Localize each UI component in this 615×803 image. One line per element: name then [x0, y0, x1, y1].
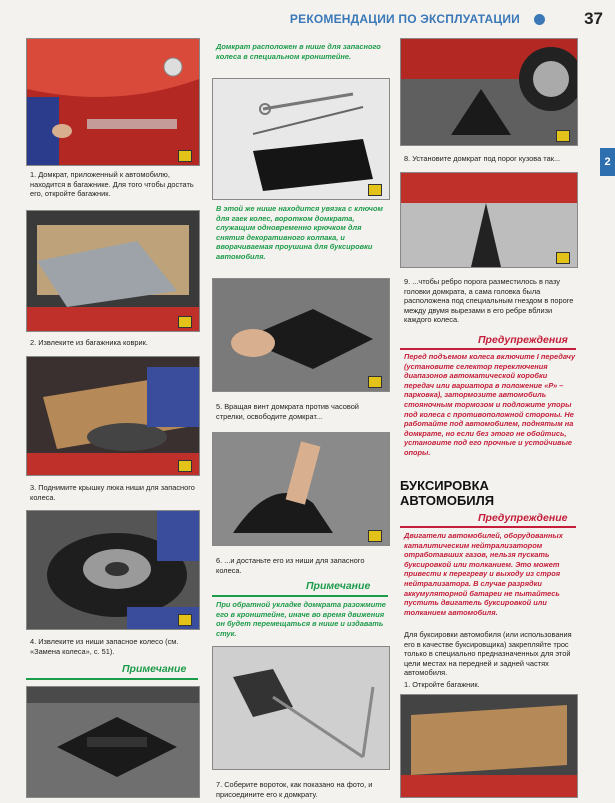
photo-3-badge-icon [178, 460, 192, 472]
photo-jack-in-niche [26, 686, 200, 798]
photo-5-release-jack [212, 278, 390, 392]
photo-2-badge-icon [178, 316, 192, 328]
caption-4: 4. Извлеките из ниши запасное колесо (см. «Замена колеса», с. 51). [30, 637, 179, 656]
caption-1: 1. Домкрат, приложенный к автомобилю, находится в багажнике. Для того чтобы достать его, откройте багажник. [30, 170, 194, 199]
towing-paragraph: Для буксировки автомобиля (или использования его в качестве буксировщика) закрепляйте трос только в специально предназначенных для этой цели местах на передней и задней частях автомобиля. [404, 630, 572, 678]
photo-tool-kit [212, 78, 390, 200]
photo-8-badge-icon [556, 130, 570, 142]
towing-warning-title: Предупреждение [478, 512, 568, 524]
photo-3-spare-lid [26, 356, 200, 476]
photo-5-badge-icon [368, 376, 382, 388]
warnings-rule [400, 348, 576, 350]
photo-9-badge-icon [556, 252, 570, 264]
left-note-title: Примечание [122, 663, 187, 675]
middle-note-title: Примечание [306, 580, 371, 592]
caption-5: 5. Вращая винт домкрата против часовой стрелки, освободите домкрат... [216, 402, 359, 421]
middle-intro: Домкрат расположен в нише для запасного колеса в специальном кронштейне. [216, 42, 381, 61]
warnings-title: Предупреждения [478, 334, 568, 346]
photo-6-remove-jack [212, 432, 390, 546]
header-title: РЕКОМЕНДАЦИИ ПО ЭКСПЛУАТАЦИИ [289, 12, 520, 26]
towing-warning-rule [400, 526, 576, 528]
page-number: 37 [584, 9, 603, 28]
page-header [0, 8, 615, 30]
caption-6: 6. ...и достаньте его из ниши для запасного колеса. [216, 556, 365, 575]
middle-green-paragraph: В этой же нише находится увязка с ключом для гаек колес, воротком домкрата, служащим одновременно крючком для снятия декоративного колпака, и вворачиваемая проушина для буксировки автомобиля. [216, 204, 383, 261]
chapter-tab: 2 [600, 148, 615, 176]
caption-9: 9. ...чтобы ребро порога разместилось в пазу головки домкрата, а сама головка была расположена под специальным гнездом в пороге между двумя вырезами в его ребре вблизи каждого колеса. [404, 277, 574, 325]
towing-section-title: БУКСИРОВКА АВТОМОБИЛЯ [400, 478, 495, 508]
photo-4-badge-icon [178, 614, 192, 626]
photo-1-badge-icon [178, 150, 192, 162]
caption-3: 3. Поднимите крышку люка ниши для запасного колеса. [30, 483, 195, 502]
photo-tool-kit-badge-icon [368, 184, 382, 196]
photo-6-badge-icon [368, 530, 382, 542]
photo-8-jack-under-sill [400, 38, 578, 146]
caption-7: 7. Соберите вороток, как показано на фото, и присоедините его к домкрату. [216, 780, 373, 799]
photo-2-trunk-mat [26, 210, 200, 332]
middle-note-text: При обратной укладке домкрата разожмите его в кронштейне, иначе во время движения он будет перемещаться в нише и издавать стук. [216, 600, 386, 638]
photo-7-assemble-handle [212, 646, 390, 770]
photo-1-trunk-open [26, 38, 200, 166]
header-bullet-icon [534, 14, 545, 25]
photo-9-jack-seated [400, 172, 578, 268]
middle-note-rule [212, 595, 388, 597]
photo-towing-trunk [400, 694, 578, 798]
caption-8: 8. Установите домкрат под порог кузова так... [404, 154, 561, 163]
towing-warning-text: Двигатели автомобилей, оборудованных каталитическим нейтрализатором отработавших газов, нельзя пускать буксировкой или толканием. Это может привести к перегреву и выходу из строя нейтрализатора. В случае разрядки аккумуляторной батареи не пытайтесь пустить двигатель буксировкой или толканием автомобиля. [404, 531, 563, 617]
photo-4-spare-wheel [26, 510, 200, 630]
left-note-rule [26, 678, 198, 680]
caption-2: 2. Извлеките из багажника коврик. [30, 338, 148, 347]
warnings-text: Перед подъемом колеса включите I передачу (установите селектор переключения диапазонов автоматической коробки передач или вариатора в положение «Р» – парковка), затормозите автомобиль стояночным тормозом и подложите упоры под колеса с противоположной стороны. Не работайте под автомобилем, поднятым на домкрате, но если без этого не обойтись, установите под его прочные и устойчивые опоры. [404, 352, 576, 457]
towing-step-1: 1. Откройте багажник. [404, 680, 480, 689]
